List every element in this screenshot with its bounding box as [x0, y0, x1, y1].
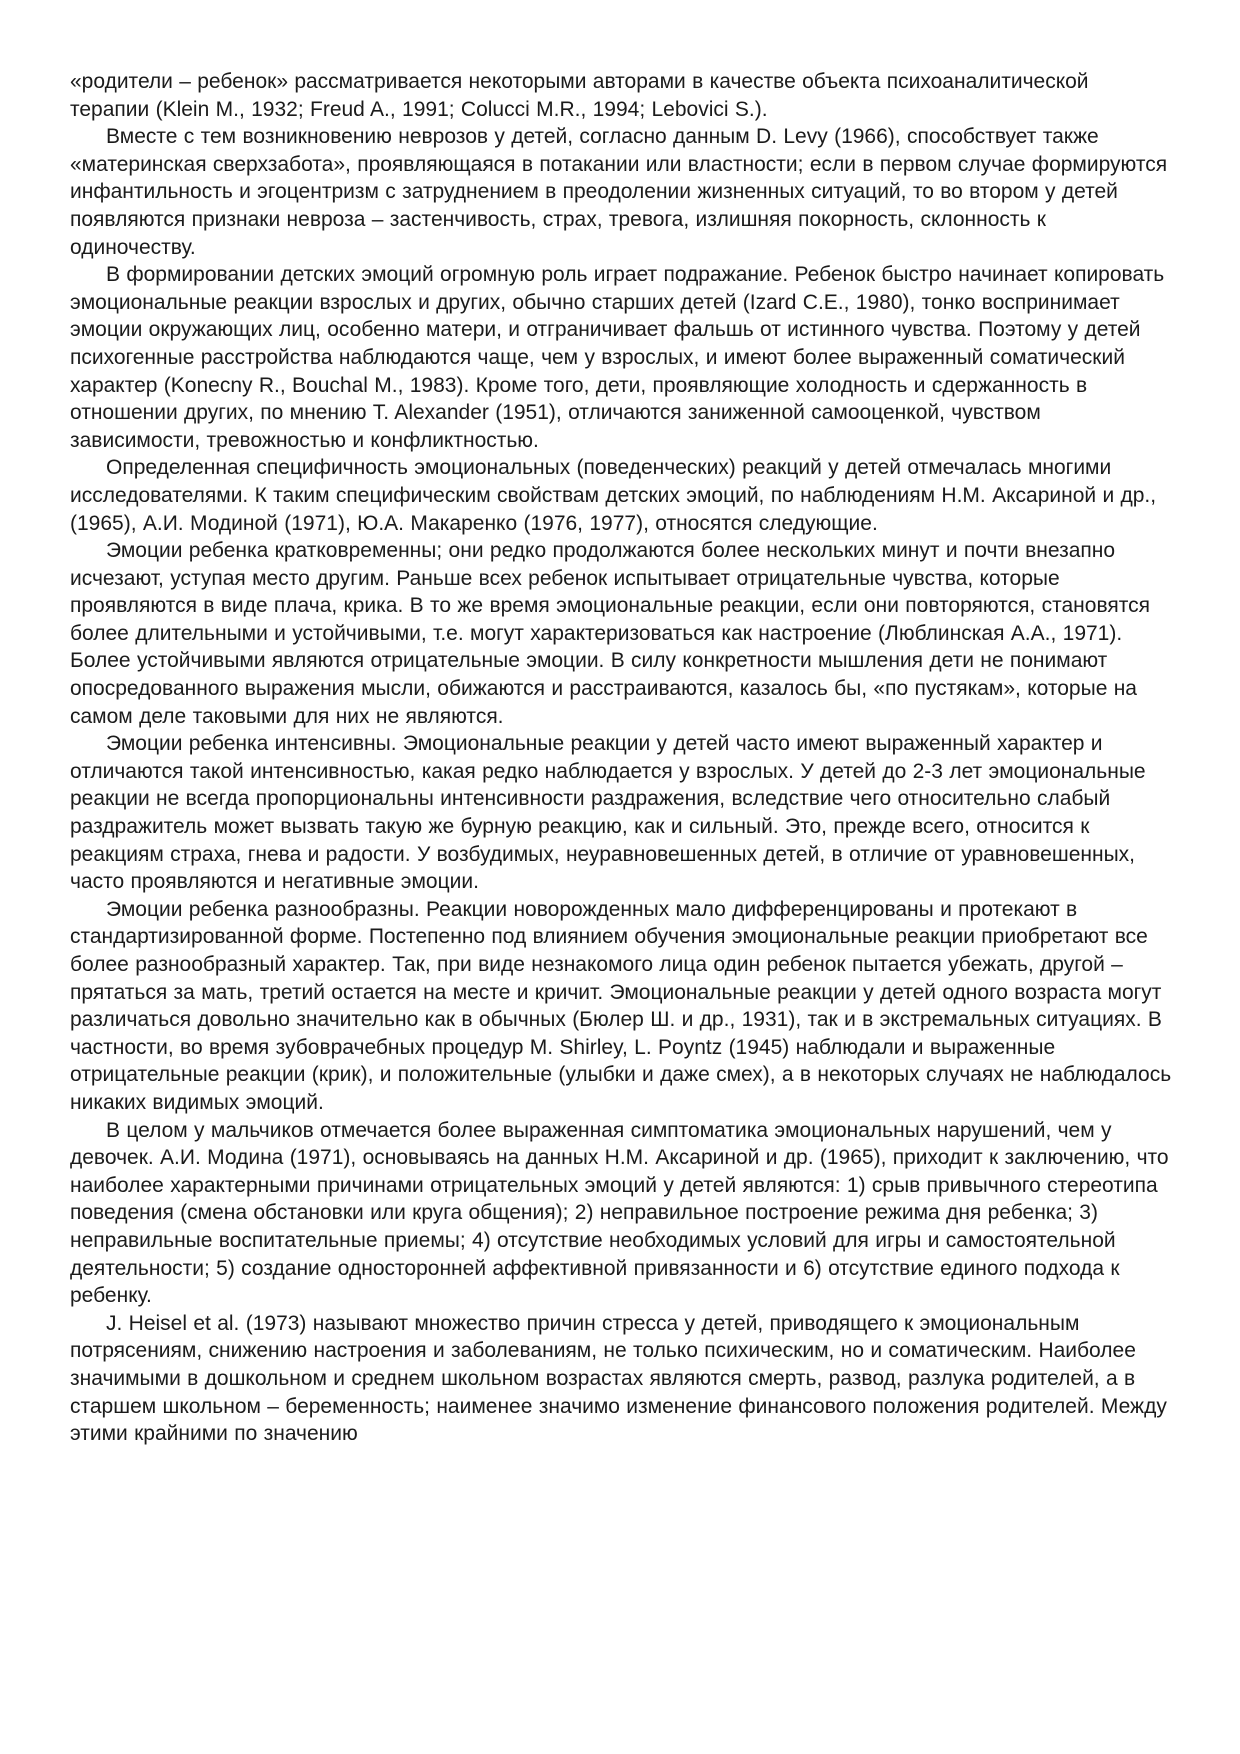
- paragraph: Эмоции ребенка кратковременны; они редко продолжаются более нескольких минут и почти внезапно исчезают, уступая место другим. Раньше всех ребенок испытывает отрицательные чувства, которые проявляются в виде плача, крика. В то же время эмоциональные реакции, если они повторяются, становятся более длительными и устойчивыми, т.е. могут характеризоваться как настроение (Люблинская А.А., 1971). Более устойчивыми являются отрицательные эмоции. В силу конкретности мышления дети не понимают опосредованного выражения мысли, обижаются и расстраиваются, казалось бы, «по пустякам», которые на самом деле таковыми для них не являются.: [70, 539, 1150, 728]
- paragraph: «родители – ребенок» рассматривается некоторыми авторами в качестве объекта психоаналитической терапии (Klein M., 1932; Freud A., 1991; Colucci M.R., 1994; Lebovici S.).: [70, 70, 1089, 121]
- document-text-block: [70, 68, 1172, 1448]
- paragraph: Эмоции ребенка интенсивны. Эмоциональные реакции у детей часто имеют выраженный характер и отличаются такой интенсивностью, какая редко наблюдается у взрослых. У детей до 2-3 лет эмоциональные реакции не всегда пропорциональны интенсивности раздражения, вследствие чего относительно слабый раздражитель может вызвать такую же бурную реакцию, как и сильный. Это, прежде всего, относится к реакциям страха, гнева и радости. У возбудимых, неуравновешенных детей, в отличие от уравновешенных, часто проявляются и негативные эмоции.: [70, 732, 1146, 894]
- paragraph: Вместе с тем возникновению неврозов у детей, согласно данным D. Levy (1966), способствует также «материнская сверхзабота», проявляющаяся в потакании или властности; если в первом случае формируются инфантильность и эгоцентризм с затруднением в преодолении жизненных ситуаций, то во втором у детей появляются признаки невроза – застенчивость, страх, тревога, излишняя покорность, склонность к одиночеству.: [70, 125, 1168, 259]
- paragraph: Эмоции ребенка разнообразны. Реакции новорожденных мало дифференцированы и протекают в стандартизированной форме. Постепенно под влиянием обучения эмоциональные реакции приобретают все более разнообразный характер. Так, при виде незнакомого лица один ребенок пытается убежать, другой – прятаться за мать, третий остается на месте и кричит. Эмоциональные реакции у детей одного возраста могут различаться довольно значительно как в обычных (Бюлер Ш. и др., 1931), так и в экстремальных ситуациях. В частности, во время зубоврачебных процедур M. Shirley, L. Poyntz (1945) наблюдали и выраженные отрицательные реакции (крик), и положительные (улыбки и даже смех), а в некоторых случаях не наблюдалось никаких видимых эмоций.: [70, 897, 1172, 1114]
- paragraph: Определенная специфичность эмоциональных (поведенческих) реакций у детей отмечалась многими исследователями. К таким специфическим свойствам детских эмоций, по наблюдениям Н.М. Аксариной и др., (1965), А.И. Модиной (1971), Ю.А. Макаренко (1976, 1977), относятся следующие.: [70, 456, 1157, 535]
- paragraph: В целом у мальчиков отмечается более выраженная симптоматика эмоциональных нарушений, чем у девочек. А.И. Модина (1971), основываясь на данных Н.М. Аксариной и др. (1965), приходит к заключению, что наиболее характерными причинами отрицательных эмоций у детей являются: 1) срыв привычного стереотипа поведения (смена обстановки или круга общения); 2) неправильное построение режима дня ребенка; 3) неправильные воспитательные приемы; 4) отсутствие необходимых условий для игры и самостоятельной деятельности; 5) создание односторонней аффективной привязанности и 6) отсутствие единого подхода к ребенку.: [70, 1118, 1169, 1308]
- paragraph: J. Heisel et al. (1973) называют множество причин стресса у детей, приводящего к эмоциональным потрясениям, снижению настроения и заболеваниям, не только психическим, но и соматическим. Наиболее значимыми в дошкольном и среднем школьном возрастах являются смерть, развод, разлука родителей, а в старшем школьном – беременность; наименее значимо изменение финансового положения родителей. Между этими крайними по значению: [70, 1311, 1167, 1446]
- paragraph: В формировании детских эмоций огромную роль играет подражание. Ребенок быстро начинает копировать эмоциональные реакции взрослых и других, обычно старших детей (Izard C.E., 1980), тонко воспринимает эмоции окружающих лиц, особенно матери, и отграничивает фальшь от истинного чувства. Поэтому у детей психогенные расстройства наблюдаются чаще, чем у взрослых, и имеют более выраженный соматический характер (Konecny R., Bouchal M., 1983). Кроме того, дети, проявляющие холодность и сдержанность в отношении других, по мнению T. Alexander (1951), отличаются заниженной самооценкой, чувством зависимости, тревожностью и конфликтностью.: [70, 263, 1165, 452]
